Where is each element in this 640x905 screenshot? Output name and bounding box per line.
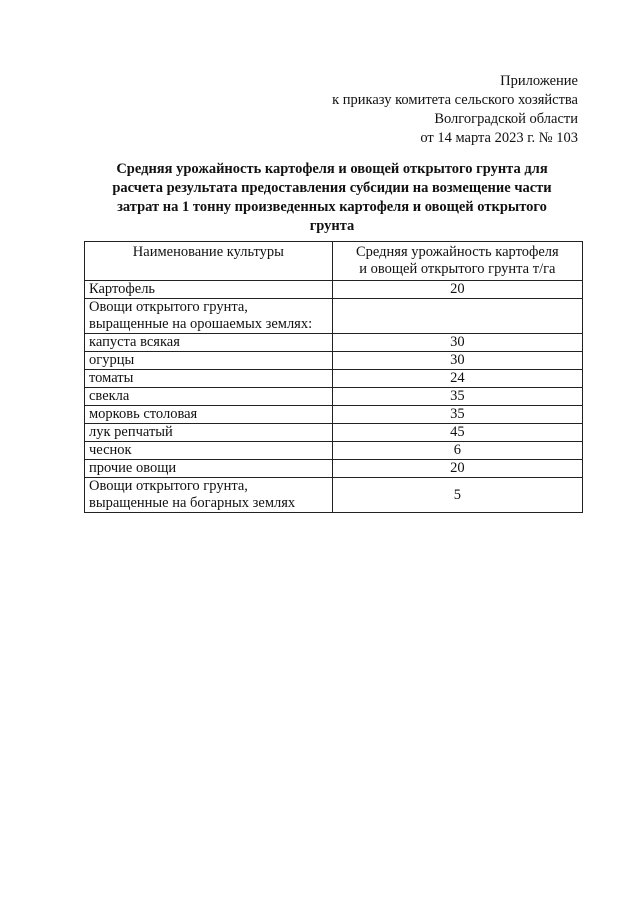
yield-table [84,241,583,513]
crop-name: лук репчатый [85,424,333,442]
table-row [85,334,583,352]
crop-name: огурцы [85,352,333,370]
column-header-value-line: Средняя урожайность картофеля [356,244,559,260]
crop-yield: 20 [332,460,582,478]
crop-group-name [85,478,333,513]
crop-yield: 24 [332,370,582,388]
header-order-ref: к приказу комитета сельского хозяйства [332,92,578,108]
table-row [85,370,583,388]
document-header [332,72,578,148]
table-row [85,406,583,424]
table-row [85,478,583,513]
crop-yield: 35 [332,406,582,424]
header-region: Волгоградской области [434,111,578,127]
column-header-value [332,242,582,281]
document-title [90,160,574,236]
crop-yield [332,299,582,334]
crop-name: морковь столовая [85,406,333,424]
table-row [85,442,583,460]
title-line: расчета результата предоставления субсидии на возмещение части [112,180,552,196]
crop-name: капуста всякая [85,334,333,352]
crop-group-name-line: выращенные на богарных землях [89,495,296,511]
title-line: Средняя урожайность картофеля и овощей открытого грунта для [116,161,548,177]
crop-yield: 6 [332,442,582,460]
header-appendix: Приложение [500,73,578,89]
crop-group-name-line: Овощи открытого грунта, [89,478,248,494]
table-row [85,352,583,370]
crop-name: томаты [85,370,333,388]
title-line: затрат на 1 тонну произведенных картофеля и овощей открытого [117,199,547,215]
crop-group-name-line: выращенные на орошаемых землях: [89,316,313,332]
crop-yield: 35 [332,388,582,406]
column-header-name [85,242,333,281]
crop-yield: 5 [332,478,582,513]
table-row [85,388,583,406]
header-date-number: от 14 марта 2023 г. № 103 [420,130,578,146]
crop-name: Картофель [85,281,333,299]
table-header-row [85,242,583,281]
crop-yield: 30 [332,334,582,352]
column-header-value-line: и овощей открытого грунта т/га [359,261,556,277]
table-row [85,424,583,442]
crop-yield: 30 [332,352,582,370]
title-line: грунта [309,218,355,234]
crop-name: чеснок [85,442,333,460]
table-row [85,281,583,299]
crop-name: свекла [85,388,333,406]
crop-yield: 20 [332,281,582,299]
crop-group-name [85,299,333,334]
crop-yield: 45 [332,424,582,442]
crop-name: прочие овощи [85,460,333,478]
table-row [85,299,583,334]
column-header-name-text: Наименование культуры [132,244,284,260]
table-row [85,460,583,478]
crop-group-name-line: Овощи открытого грунта, [89,299,248,315]
